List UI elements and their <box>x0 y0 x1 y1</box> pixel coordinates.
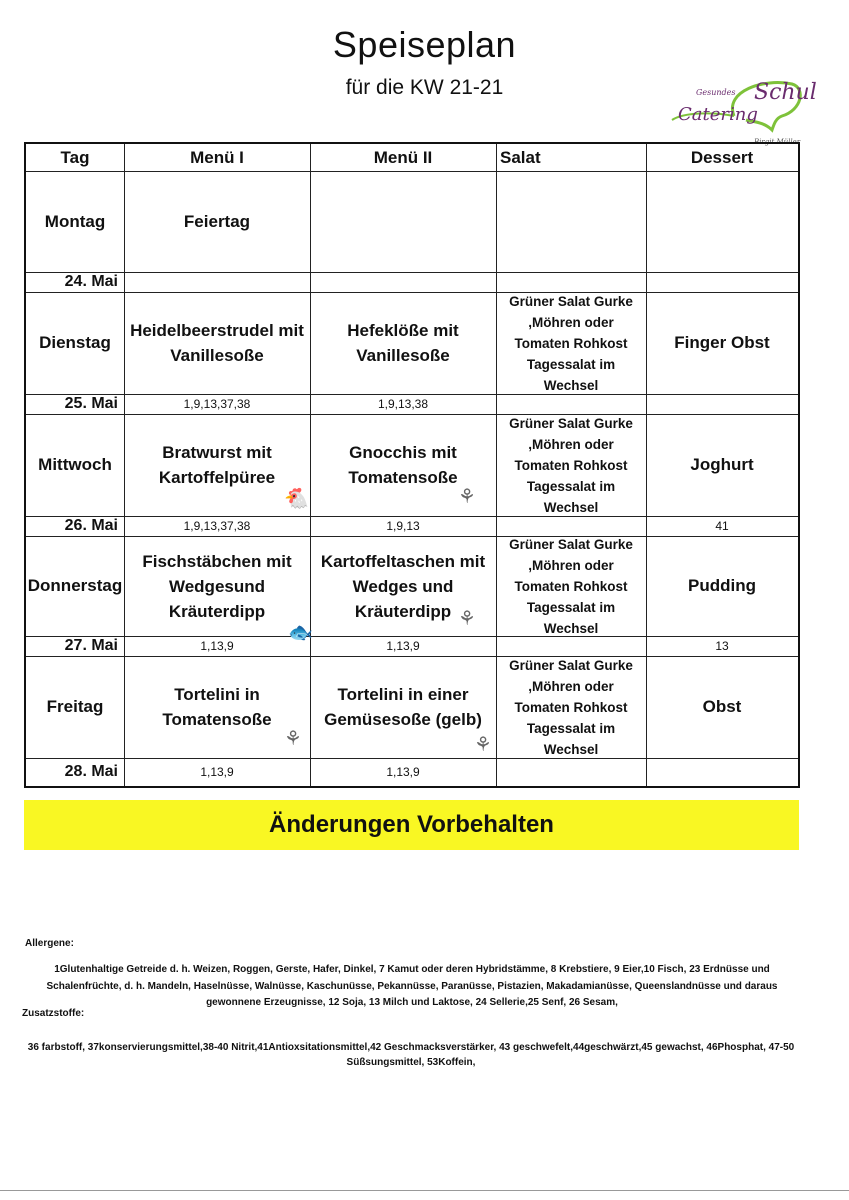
day-label: Freitag <box>46 697 104 716</box>
menu2-text: Tortelini in einer Gemüsesoße (gelb) <box>324 685 482 729</box>
allergene-label: Allergene: <box>25 938 74 949</box>
radish-icon: ⚘ <box>474 734 492 756</box>
dessert-text: Obst <box>702 697 742 716</box>
zusatzstoffe-label: Zusatzstoffe: <box>22 1008 85 1019</box>
salat-text: Grüner Salat Gurke ,Möhren oder Tomaten Rohkost Tagessalat im Wechsel <box>509 536 633 636</box>
changes-reserved-banner: Änderungen Vorbehalten <box>24 800 799 850</box>
zusatzstoffe-text: 36 farbstoff, 37konservierungsmittel,38-40 Nitrit,41Antioxsitationsmittel,42 Geschmacksverstärker, 43 geschwefelt,44geschwärzt,45 gewachst, 46Phosphat, 47-50 Süßsungsmittel, 53Koffein, <box>27 1042 795 1068</box>
dessert-text: Joghurt <box>690 455 754 474</box>
allergen-code-dessert: 13 <box>715 639 729 653</box>
header-salat: Salat <box>500 147 541 167</box>
menu2-text: Gnocchis mit Tomatensoße <box>348 443 458 487</box>
salat-text: Grüner Salat Gurke ,Möhren oder Tomaten Rohkost Tagessalat im Wechsel <box>509 415 633 515</box>
date-label: 24. Mai <box>64 273 118 290</box>
allergen-code-menu1: 1,9,13,37,38 <box>183 397 251 411</box>
allergen-code-menu2: 1,9,13 <box>386 519 420 533</box>
dessert-text: Finger Obst <box>674 333 770 352</box>
dessert-text <box>646 171 798 272</box>
menu2-text <box>310 171 496 272</box>
fish-icon: 🐟 <box>288 622 313 644</box>
allergen-code-dessert <box>646 758 798 786</box>
day-label: Montag <box>44 211 106 231</box>
header-tag: Tag <box>60 147 90 167</box>
header-dessert: Dessert <box>690 147 754 167</box>
allergen-code-menu2: 1,13,9 <box>386 765 420 779</box>
dessert-text: Pudding <box>688 576 756 595</box>
logo-owner: Birgit Müller <box>754 138 801 146</box>
logo-top-text: Gesundes <box>696 88 736 97</box>
chicken-icon: 🐔 <box>284 488 309 510</box>
page-bottom-line <box>0 1190 849 1191</box>
menu1-text: Heidelbeerstrudel mit Vanillesoße <box>130 321 304 365</box>
salat-text: Grüner Salat Gurke ,Möhren oder Tomaten Rohkost Tagessalat im Wechsel <box>509 657 633 757</box>
header-menu1: Menü I <box>190 147 244 167</box>
allergen-code-menu1: 1,13,9 <box>200 765 234 779</box>
date-label: 26. Mai <box>64 517 118 534</box>
allergen-code-menu2: 1,9,13,38 <box>377 397 429 411</box>
logo-word-catering: Catering <box>678 104 758 125</box>
salat-text: Grüner Salat Gurke ,Möhren oder Tomaten Rohkost Tagessalat im Wechsel <box>509 293 633 393</box>
radish-icon: ⚘ <box>284 728 302 750</box>
menu1-text: Feiertag <box>183 212 251 231</box>
header-menu2: Menü II <box>373 147 433 167</box>
day-label: Dienstag <box>39 333 111 352</box>
date-label: 28. Mai <box>64 763 118 780</box>
date-label: 27. Mai <box>64 637 118 654</box>
radish-icon: ⚘ <box>458 608 476 630</box>
menu1-text: Fischstäbchen mit Wedgesund Kräuterdipp <box>142 551 292 621</box>
allergen-code-dessert: 41 <box>715 519 729 533</box>
page-title: Speiseplan <box>332 24 517 65</box>
date-label: 25. Mai <box>64 395 118 412</box>
menu1-text: Bratwurst mit Kartoffelpüree <box>158 443 276 487</box>
salat-text <box>496 171 646 272</box>
allergen-code-dessert <box>646 394 798 414</box>
day-label: Donnerstag <box>27 576 123 595</box>
allergene-text: 1Glutenhaltige Getreide d. h. Weizen, Roggen, Gerste, Hafer, Dinkel, 7 Kamut oder deren Hybridstämme, 8 Krebstiere, 9 Eier,10 Fisch, 23 Erdnüsse und Schalenfrüchte, d. h. Mandeln, Haselnüsse, Walnüsse, Kaschunüsse, Pekannüsse, Paranüsse, Pistazien, Makadamianüsse, Queenslandnüsse und daraus gewonnene Erzeugnisse, 12 Soja, 13 Milch und Laktose, 24 Sellerie,25 Senf, 26 Sesam, <box>46 964 778 1008</box>
menu1-text: Tortelini in Tomatensoße <box>162 685 272 729</box>
menu2-text: Kartoffeltaschen mit Wedges und Kräuterdipp <box>320 551 486 621</box>
allergen-code-menu2: 1,13,9 <box>386 639 420 653</box>
menu-table <box>24 142 800 788</box>
radish-icon: ⚘ <box>458 486 476 508</box>
day-label: Mittwoch <box>38 455 112 474</box>
menu2-text: Hefeklöße mit Vanillesoße <box>347 321 459 365</box>
allergen-code-menu1: 1,9,13,37,38 <box>183 519 251 533</box>
page-subtitle: für die KW 21-21 <box>345 76 504 99</box>
allergen-code-menu1: 1,13,9 <box>200 639 234 653</box>
logo-word-schul: Schul <box>754 80 817 105</box>
